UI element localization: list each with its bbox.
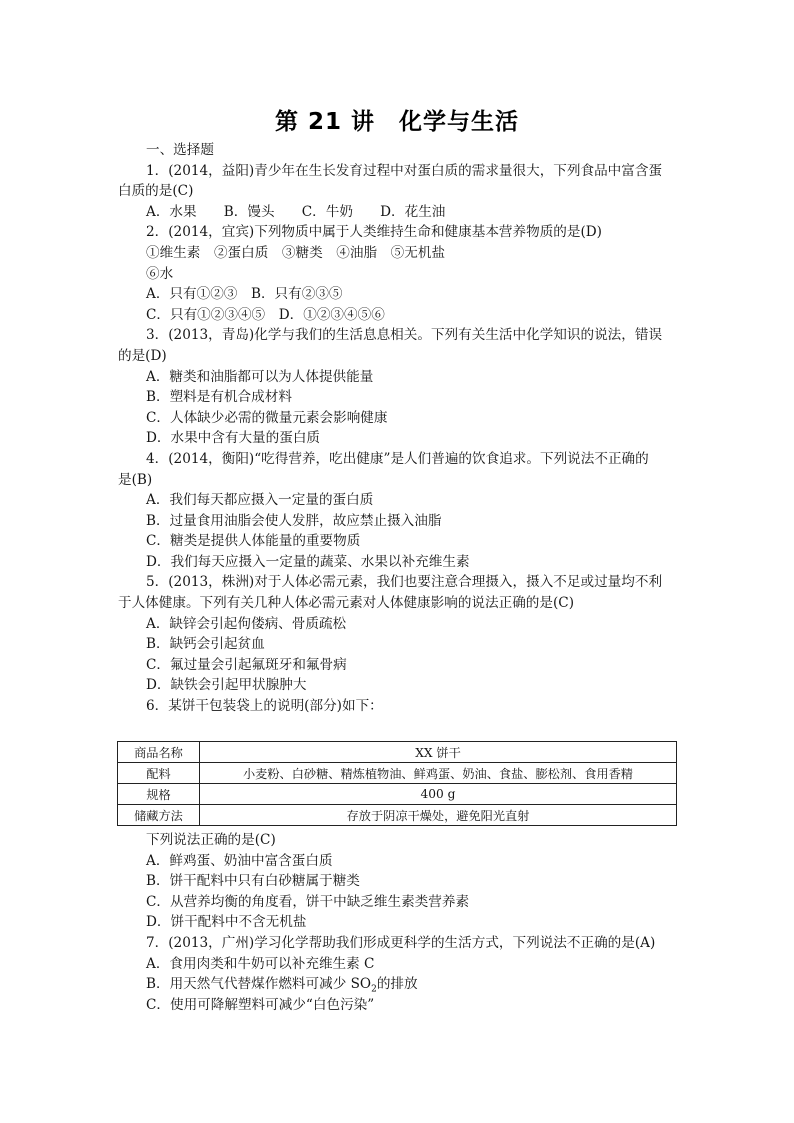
q2-stem: 2．(2014，宜宾)下列物质中属于人类维持生命和健康基本营养物质的是(D) xyxy=(146,224,602,241)
q7-option-c: C．使用可降解塑料可减少“白色污染” xyxy=(146,996,375,1013)
q2-items-cont: ⑥水 xyxy=(146,265,174,282)
q4-option-c: C．糖类是提供人体能量的重要物质 xyxy=(146,533,361,550)
table-row xyxy=(118,742,677,763)
q3-option-b: B．塑料是有机合成材料 xyxy=(146,389,292,406)
page-title: 第 21 讲 化学与生活 xyxy=(274,109,520,135)
table-key: 商品名称 xyxy=(118,742,200,763)
q4-option-d: D．我们每天应摄入一定量的蔬菜、水果以补充维生素 xyxy=(146,553,470,570)
q6-option-b: B．饼干配料中只有白砂糖属于糖类 xyxy=(146,873,360,890)
q7-option-a: A．食用肉类和牛奶可以补充维生素 C xyxy=(146,955,375,972)
q5-stem-cont: 于人体健康。下列有关几种人体必需元素对人体健康影响的说法正确的是(C) xyxy=(118,595,575,612)
table-key: 规格 xyxy=(118,784,200,805)
table-key: 储藏方法 xyxy=(118,805,200,826)
subscript-2: 2 xyxy=(371,984,377,995)
q2-items: ①维生素 ②蛋白质 ③糖类 ④油脂 ⑤无机盐 xyxy=(146,244,446,261)
q2-options-cd: C．只有①②③④⑤ D．①②③④⑤⑥ xyxy=(146,306,385,323)
q5-stem: 5．(2013，株洲)对于人体必需元素，我们也要注意合理摄入，摄入不足或过量均不利 xyxy=(146,574,663,591)
table-row xyxy=(118,805,677,826)
table-value: 存放于阴凉干燥处，避免阳光直射 xyxy=(200,805,677,826)
table-row xyxy=(118,763,677,784)
q2-options-ab: A．只有①②③ B．只有②③⑤ xyxy=(146,286,343,303)
q7-stem: 7．(2013，广州)学习化学帮助我们形成更科学的生活方式，下列说法不正确的是(A) xyxy=(146,934,656,951)
q6-option-d: D．饼干配料中不含无机盐 xyxy=(146,914,307,931)
q3-stem-cont: 的是(D) xyxy=(118,347,167,364)
q4-stem-cont: 是(B) xyxy=(118,471,153,488)
question-block-1-6 xyxy=(118,140,678,717)
q3-option-a: A．糖类和油脂都可以为人体提供能量 xyxy=(146,368,374,385)
table-value: 小麦粉、白砂糖、精炼植物油、鲜鸡蛋、奶油、食盐、膨松剂、食用香精 xyxy=(200,763,677,784)
table-value: 400 g xyxy=(200,784,677,805)
q4-option-a: A．我们每天都应摄入一定量的蛋白质 xyxy=(146,492,374,509)
table-key: 配料 xyxy=(118,763,200,784)
q6-option-a: A．鲜鸡蛋、奶油中富含蛋白质 xyxy=(146,852,333,869)
q3-option-c: C．人体缺少必需的微量元素会影响健康 xyxy=(146,409,388,426)
q5-option-a: A．缺锌会引起佝偻病、骨质疏松 xyxy=(146,615,347,632)
q6-stem: 6．某饼干包装袋上的说明(部分)如下： xyxy=(146,698,383,715)
q4-stem: 4．(2014，衡阳)“吃得营养，吃出健康”是人们普遍的饮食追求。下列说法不正确的 xyxy=(146,450,649,467)
section-heading: 一、选择题 xyxy=(146,142,214,158)
q5-option-c: C．氟过量会引起氟斑牙和氟骨病 xyxy=(146,656,347,673)
q6-question: 下列说法正确的是(C) xyxy=(146,832,276,848)
product-label-table xyxy=(117,741,677,826)
question-block-6-7 xyxy=(118,830,678,1015)
table-value: XX 饼干 xyxy=(200,742,677,763)
q5-option-d: D．缺铁会引起甲状腺肿大 xyxy=(146,677,307,694)
q1-options: A．水果 B．馒头 C．牛奶 D．花生油 xyxy=(146,203,446,220)
q3-option-d: D．水果中含有大量的蛋白质 xyxy=(146,430,321,447)
q6-option-c: C．从营养均衡的角度看，饼干中缺乏维生素类营养素 xyxy=(146,893,470,910)
q7-option-b xyxy=(118,974,678,995)
q7-option-b-tail: 的排放 xyxy=(376,976,418,993)
table-row xyxy=(118,784,677,805)
q1-stem-cont: 白质的是(C) xyxy=(118,183,194,200)
q1-stem: 1．(2014，益阳)青少年在生长发育过程中对蛋白质的需求量很大，下列食品中富含蛋 xyxy=(146,162,663,179)
q4-option-b: B．过量食用油脂会使人发胖，故应禁止摄入油脂 xyxy=(146,512,442,529)
q7-option-b-text: B．用天然气代替煤作燃料可减少 SO xyxy=(146,976,372,993)
q3-stem: 3．(2013，青岛)化学与我们的生活息息相关。下列有关生活中化学知识的说法，错误 xyxy=(146,327,663,344)
q5-option-b: B．缺钙会引起贫血 xyxy=(146,636,265,653)
